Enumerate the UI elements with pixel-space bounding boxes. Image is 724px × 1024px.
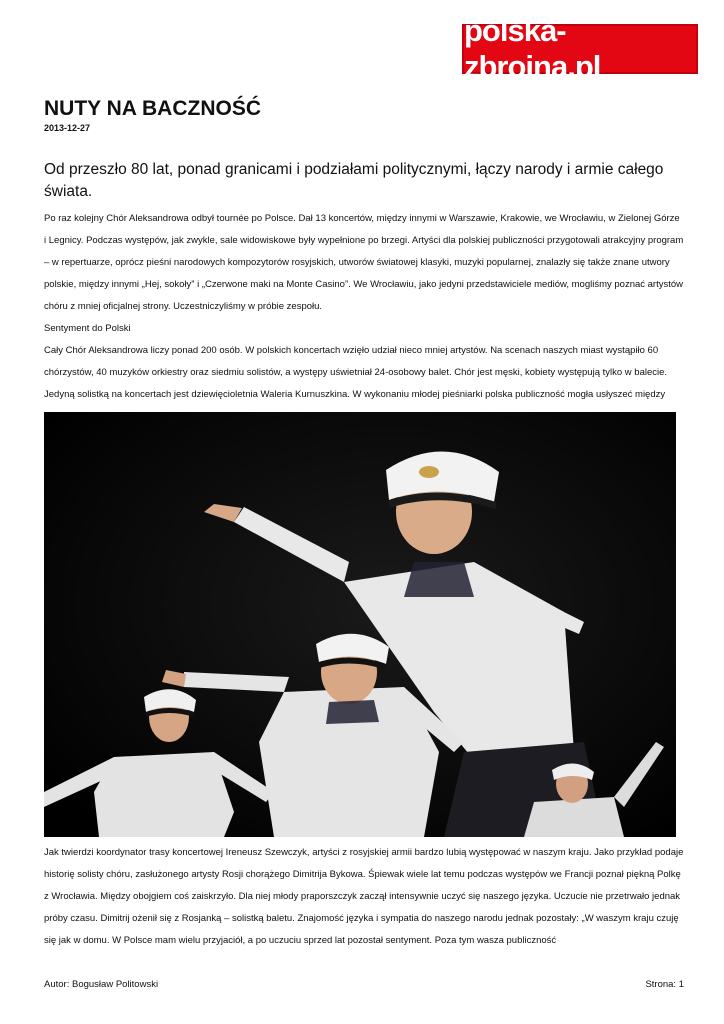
- article-body-bottom: [44, 842, 684, 954]
- paragraph: Cały Chór Aleksandrowa liczy ponad 200 osób. W polskich koncertach wzięło udział nieco mniej artystów. Na scenach naszych miast wystąpiło 60 chórzystów, 40 muzyków orkiestry oraz siedmiu solistów, a występy uświetniał 24-osobowy balet. Chór jest męski, kobiety występują tylko w balecie. Jedyną solistką na koncertach jest dziewięcioletnia Waleria Kurnuszkina. W wykonaniu młodej pieśniarki polska publiczność mogła usłyszeć między: [44, 345, 668, 400]
- article-date: 2013-12-27: [44, 123, 91, 133]
- paragraph: Jak twierdzi koordynator trasy koncertowej Ireneusz Szewczyk, artyści z rosyjskiej armii bardzo lubią występować w naszym kraju. Jako przykład podaje historię solisty chóru, zasłużonego artysty Rosji chorążego Dimitrija Bykowa. Śpiewak wiele lat temu podczas występów we Francji poznał piękną Polkę z Wrocławia. Między obojgiem coś zaiskrzyło. Dla niej młody praporszczyk zaczął intensywnie uczyć się naszego języka. Uczucie nie przetrwało jednak próby czasu. Dimitrij ożenił się z Rosjanką – solistką baletu. Znajomość języka i sympatia do naszego narodu jednak pozostały: „W waszym kraju czuję się jak w domu. W Polsce mam wielu przyjaciół, a po uczuciu sprzed lat pozostał sentyment. Poza tym wasza publiczność: [44, 847, 684, 946]
- section-subheading: Sentyment do Polski: [44, 323, 131, 334]
- article-body-top: [44, 208, 684, 412]
- article-photo: [44, 412, 676, 837]
- footer-author: Autor: Bogusław Politowski: [44, 979, 159, 990]
- article-lead: Od przeszło 80 lat, ponad granicami i podziałami politycznymi, łączy narody i armie całego świata.: [44, 161, 664, 200]
- sailor-dancers-illustration: [44, 412, 676, 837]
- footer-page-number: Strona: 1: [645, 979, 684, 990]
- site-logo[interactable]: polska-zbrojna.pl: [462, 24, 698, 74]
- paragraph: Po raz kolejny Chór Aleksandrowa odbył tournée po Polsce. Dał 13 koncertów, między innymi w Warszawie, Krakowie, we Wrocławiu, w Zielonej Górze i Legnicy. Podczas występów, jak zwykle, sale widowiskowe były wypełnione po brzegi. Artyści dla polskiej publiczności przygotowali atrakcyjny program – w repertuarze, oprócz pieśni narodowych kompozytorów rosyjskich, utworów światowej klasyki, muzyki popularnej, znalazły się także znane utwory polskie, między innymi „Hej, sokoły” i „Czerwone maki na Monte Casino”. We Wrocławiu, jako jedyni przedstawiciele mediów, mogliśmy poznać artystów chóru z mniej oficjalnej strony. Uczestniczyliśmy w próbie zespołu.: [44, 213, 684, 312]
- article-title: NUTY NA BACZNOŚĆ: [44, 97, 262, 120]
